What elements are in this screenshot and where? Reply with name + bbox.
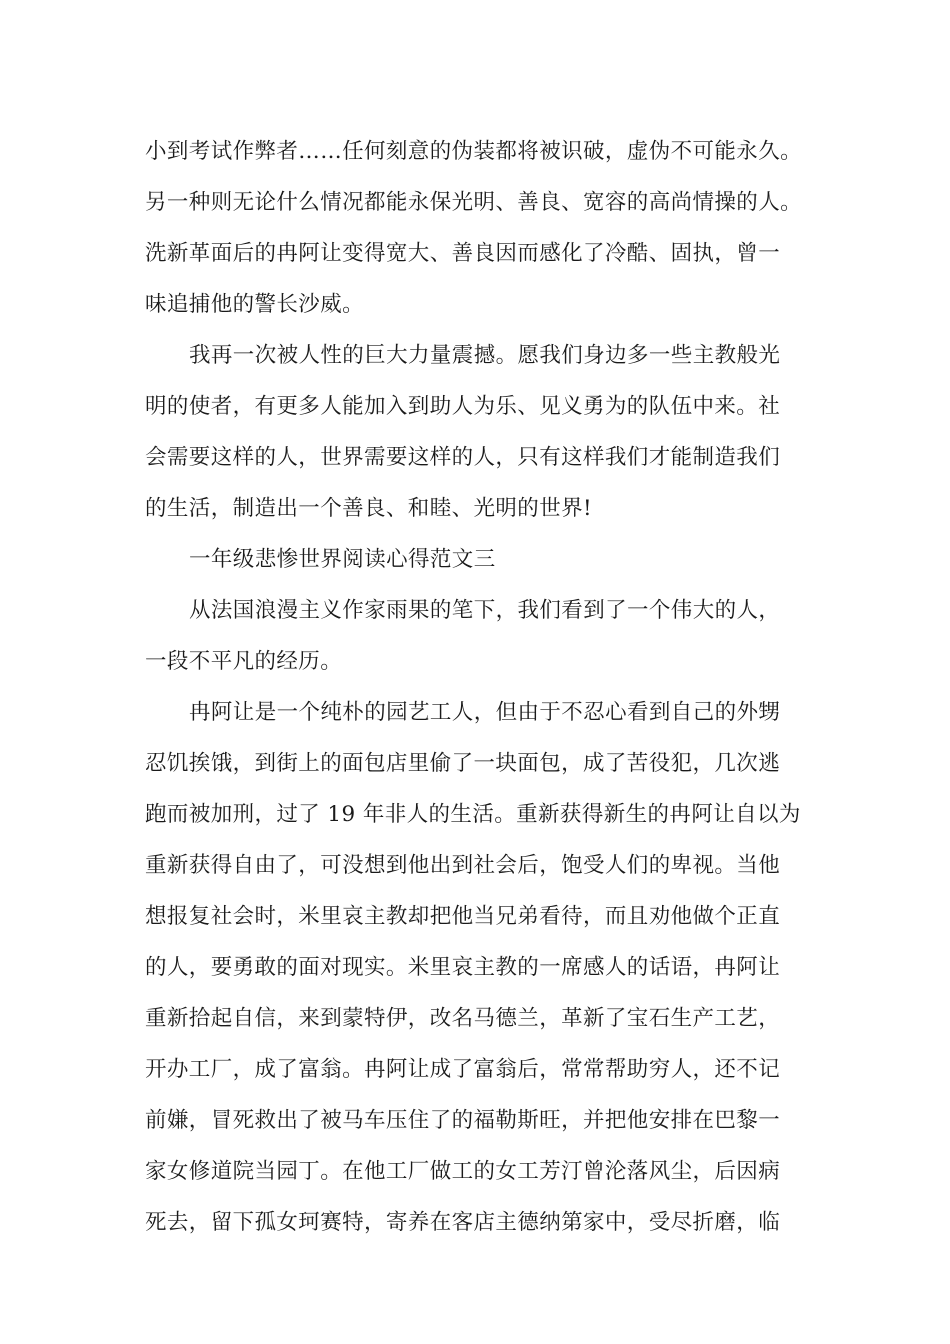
text-line: 小到考试作弊者……任何刻意的伪装都将被识破，虚伪不可能永久。 bbox=[145, 139, 803, 164]
text-line: 明的使者，有更多人能加入到助人为乐、见义勇为的队伍中来。社 bbox=[145, 394, 781, 419]
text-line: 家女修道院当园丁。在他工厂做工的女工芳汀曾沦落风尘，后因病 bbox=[145, 1159, 781, 1184]
text-line: 味追捕他的警长沙威。 bbox=[145, 292, 365, 317]
text-line: 死去，留下孤女珂赛特，寄养在客店主德纳第家中，受尽折磨，临 bbox=[145, 1210, 781, 1235]
text-line: 重新拾起自信，来到蒙特伊，改名马德兰，革新了宝石生产工艺， bbox=[145, 1006, 781, 1031]
text-line: 会需要这样的人，世界需要这样的人，只有这样我们才能制造我们 bbox=[145, 445, 781, 470]
paragraph-first-line: 我再一次被人性的巨大力量震撼。愿我们身边多一些主教般光 bbox=[189, 343, 781, 368]
text-line: 想报复社会时，米里哀主教却把他当兄弟看待，而且劝他做个正直 bbox=[145, 904, 781, 929]
text-line: 前嫌，冒死救出了被马车压住了的福勒斯旺，并把他安排在巴黎一 bbox=[145, 1108, 781, 1133]
text-line: 的人，要勇敢的面对现实。米里哀主教的一席感人的话语，冉阿让 bbox=[145, 955, 781, 980]
text-line: 一段不平凡的经历。 bbox=[145, 649, 343, 674]
paragraph-first-line: 从法国浪漫主义作家雨果的笔下，我们看到了一个伟大的人， bbox=[189, 598, 781, 623]
text-line: 另一种则无论什么情况都能永保光明、善良、宽容的高尚情操的人。 bbox=[145, 190, 803, 215]
text-line: 的生活，制造出一个善良、和睦、光明的世界! bbox=[145, 496, 593, 521]
text-line: 跑而被加刑，过了 19 年非人的生活。重新获得新生的冉阿让自以为 bbox=[145, 802, 801, 827]
text-line: 重新获得自由了，可没想到他出到社会后，饱受人们的卑视。当他 bbox=[145, 853, 781, 878]
section-heading: 一年级悲惨世界阅读心得范文三 bbox=[189, 547, 496, 572]
text-line: 洗新革面后的冉阿让变得宽大、善良因而感化了冷酷、固执，曾一 bbox=[145, 241, 781, 266]
text-line: 开办工厂，成了富翁。冉阿让成了富翁后，常常帮助穷人，还不记 bbox=[145, 1057, 781, 1082]
text-line: 忍饥挨饿，到街上的面包店里偷了一块面包，成了苦役犯，几次逃 bbox=[145, 751, 781, 776]
paragraph-first-line: 冉阿让是一个纯朴的园艺工人，但由于不忍心看到自己的外甥 bbox=[189, 700, 781, 725]
